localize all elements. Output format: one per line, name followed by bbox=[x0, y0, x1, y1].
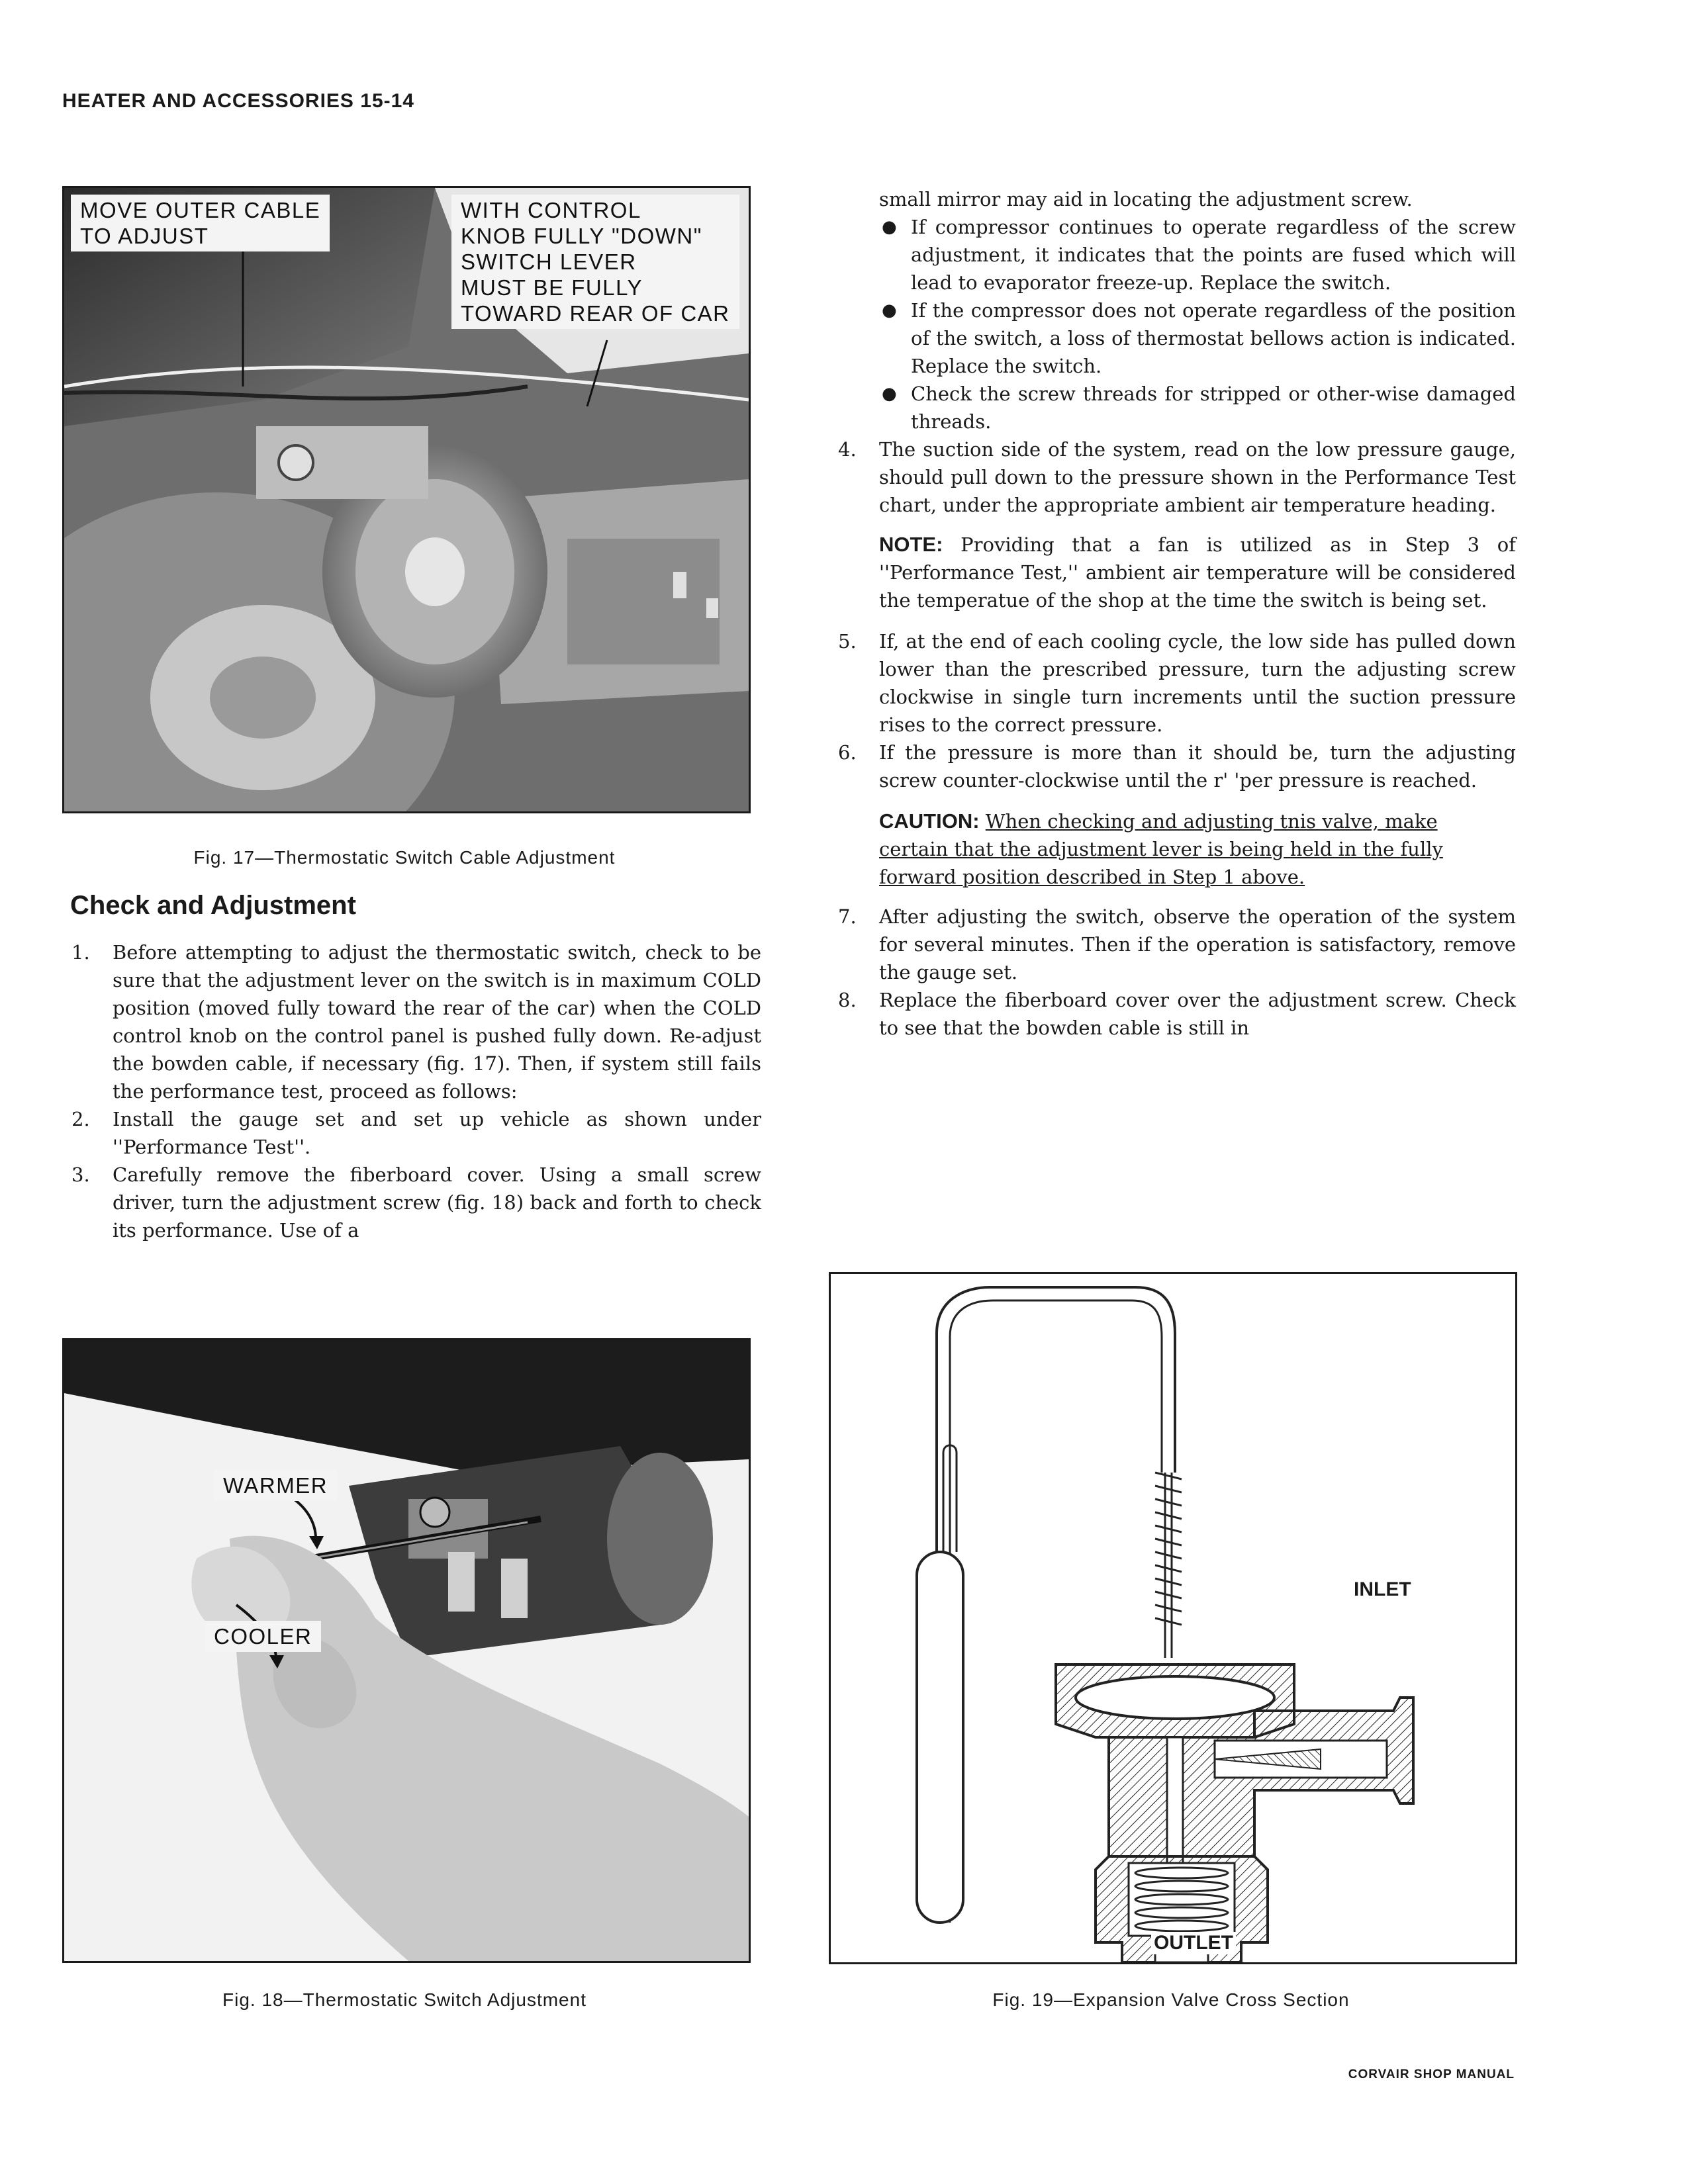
running-head: HEATER AND ACCESSORIES 15-14 bbox=[62, 90, 414, 112]
note-text: Providing that a fan is utilized as in Step 3 of ''Performance Test,'' ambient air temperature will be considered the temperatue of the shop at the time the switch is being set. bbox=[879, 533, 1516, 612]
step-4: 4. The suction side of the system, read on the low pressure gauge, should pull down to the pressure shown in the Performance Test chart, under the appropriate ambient air temperature heading. bbox=[838, 438, 1516, 516]
step-3: 3. Carefully remove the fiberboard cover. Using a small screw driver, turn the adjustment screw (fig. 18) back and forth to check its performance. Use of a bbox=[71, 1163, 761, 1242]
caution-text: When checking and adjusting tnis valve, make certain that the adjustment lever is being held in the fully forward position described in Step 1 above. bbox=[879, 810, 1443, 888]
caution-block bbox=[833, 807, 1462, 891]
expansion-valve-cross-section bbox=[831, 1274, 1515, 1962]
fig18-caption: Fig. 18—Thermostatic Switch Adjustment bbox=[222, 1989, 586, 2010]
section-heading: Check and Adjustment bbox=[70, 891, 356, 920]
fig19-caption: Fig. 19—Expansion Valve Cross Section bbox=[992, 1989, 1350, 2010]
left-column-text bbox=[66, 938, 761, 1244]
figure-18-photo bbox=[62, 1338, 751, 1963]
step-3-continued: small mirror may aid in locating the adjustment screw. bbox=[879, 188, 1413, 210]
step-8: 8. Replace the fiberboard cover over the adjustment screw. Check to see that the bowden cable is still in bbox=[838, 989, 1516, 1039]
note-label: NOTE: bbox=[879, 533, 943, 556]
fig18-label-cooler: COOLER bbox=[205, 1621, 321, 1652]
fig17-caption: Fig. 17—Thermostatic Switch Cable Adjustment bbox=[193, 847, 616, 868]
step-1: 1. Before attempting to adjust the thermostatic switch, check to be sure that the adjustment lever on the switch is in maximum COLD position (moved fully toward the rear of the car) when the COLD control knob on the control panel is pushed fully down. Re-adjust the bowden cable, if necessary (fig. 17). Then, if system still fails the performance test, proceed as follows: bbox=[71, 941, 761, 1103]
step-6: 6. If the pressure is more than it should be, turn the adjusting screw counter-clockwise until the r' 'per pressure is reached. bbox=[838, 741, 1516, 792]
figure-19-diagram bbox=[829, 1272, 1517, 1964]
caution-label: CAUTION: bbox=[879, 809, 980, 833]
bullet-item: ● Check the screw threads for stripped or other-wise damaged threads. bbox=[882, 383, 1516, 433]
step-5: 5. If, at the end of each cooling cycle, the low side has pulled down lower than the prescribed pressure, turn the adjusting screw clockwise in single turn increments until the suction pressure rises to the correct pressure. bbox=[838, 630, 1516, 736]
fig17-callout-control-knob: WITH CONTROL KNOB FULLY "DOWN" SWITCH LEVER MUST BE FULLY TOWARD REAR OF CAR bbox=[451, 195, 739, 329]
fig17-callout-move-cable: MOVE OUTER CABLE TO ADJUST bbox=[71, 195, 330, 251]
footer-label: CORVAIR SHOP MANUAL bbox=[1348, 2068, 1515, 2081]
step-7: 7. After adjusting the switch, observe the operation of the system for several minutes. Then if the operation is satisfactory, remove the gauge set. bbox=[838, 905, 1516, 983]
bullet-item: ● If the compressor does not operate regardless of the position of the switch, a loss of thermostat bellows action is indicated. Replace the switch. bbox=[882, 299, 1516, 377]
fig19-label-outlet: OUTLET bbox=[1151, 1932, 1236, 1954]
right-column-text bbox=[833, 185, 1516, 1042]
note-block bbox=[833, 531, 1516, 614]
figure-17-photo bbox=[62, 186, 751, 813]
fig18-label-warmer: WARMER bbox=[214, 1470, 337, 1501]
fig19-label-inlet: INLET bbox=[1351, 1578, 1414, 1601]
bullet-item: ● If compressor continues to operate regardless of the screw adjustment, it indicates that the points are fused which will lead to evaporator freeze-up. Replace the switch. bbox=[882, 216, 1516, 294]
step-2: 2. Install the gauge set and set up vehicle as shown under ''Performance Test''. bbox=[71, 1108, 761, 1158]
switch-adjustment-photo-illustration bbox=[64, 1340, 749, 1961]
